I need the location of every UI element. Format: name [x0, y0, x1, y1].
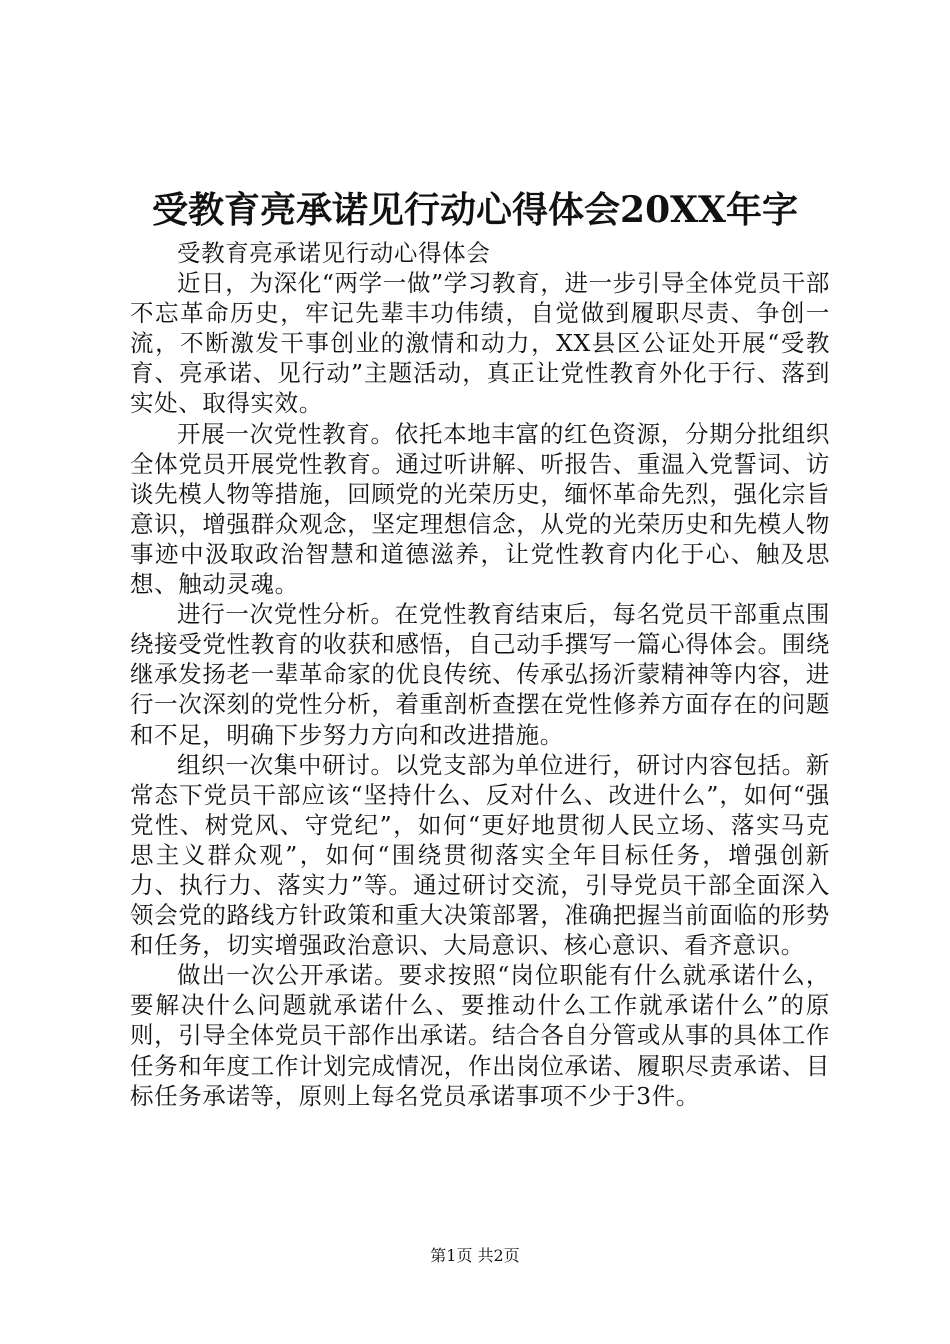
subtitle-paragraph: 受教育亮承诺见行动心得体会: [177, 239, 491, 267]
group-discussion-paragraph: 组织一次集中研讨。以党支部为单位进行，研讨内容包括。新常态下党员干部应该“坚持什么、反对什么、改进什么”，如何“强党性、树党风、守党纪”，如何“更好地贯彻人民立场、落实马克思主义群众观”，如何“围绕贯彻落实全年目标任务，增强创新力、执行力、落实力”等。通过研讨交流，引导党员干部全面深入领会党的路线方针政策和重大决策部署，准确把握当前面临的形势和任务，切实增强政治意识、大局意识、核心意识、看齐意识。: [130, 750, 830, 960]
document-body: [130, 238, 830, 1111]
party-analysis-paragraph: 进行一次党性分析。在党性教育结束后，每名党员干部重点围绕接受党性教育的收获和感悟，自己动手撰写一篇心得体会。围绕继承发扬老一辈革命家的优良传统、传承弘扬沂蒙精神等内容，进行一次深刻的党性分析，着重剖析查摆在党性修养方面存在的问题和不足，明确下步努力方向和改进措施。: [130, 600, 830, 749]
document-title: 受教育亮承诺见行动心得体会20XX年字: [152, 189, 798, 231]
page-number-footer: 第1页 共2页: [430, 1246, 520, 1265]
party-education-paragraph: 开展一次党性教育。依托本地丰富的红色资源，分期分批组织全体党员开展党性教育。通过听讲解、听报告、重温入党誓词、访谈先模人物等措施，回顾党的光荣历史，缅怀革命先烈，强化宗旨意识，增强群众观念，坚定理想信念，从党的光荣历史和先模人物事迹中汲取政治智慧和道德滋养，让党性教育内化于心、触及思想、触动灵魂。: [130, 419, 830, 599]
intro-paragraph: 近日，为深化“两学一做”学习教育，进一步引导全体党员干部不忘革命历史，牢记先辈丰功伟绩，自觉做到履职尽责、争创一流，不断激发干事创业的激情和动力，XX县区公证处开展“受教育、亮承诺、见行动”主题活动，真正让党性教育外化于行、落到实处、取得实效。: [130, 269, 830, 418]
public-pledge-paragraph: 做出一次公开承诺。要求按照“岗位职能有什么就承诺什么，要解决什么问题就承诺什么、要推动什么工作就承诺什么”的原则，引导全体党员干部作出承诺。结合各自分管或从事的具体工作任务和年度工作计划完成情况，作出岗位承诺、履职尽责承诺、目标任务承诺等，原则上每名党员承诺事项不少于3件。: [130, 961, 830, 1110]
